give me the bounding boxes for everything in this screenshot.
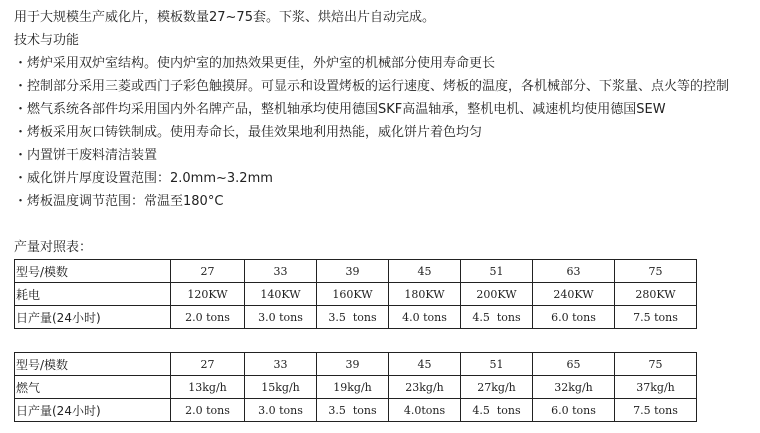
- table-cell: 63: [533, 260, 615, 283]
- table-row: [15, 376, 697, 399]
- feature-item: ・燃气系统各部件均采用国内外名牌产品，整机轴承均使用德国SKF高温轴承，整机电机、减速机均使用德国SEW: [14, 102, 666, 117]
- table-cell: 39: [317, 260, 389, 283]
- table-cell: 3.5 tons: [317, 399, 389, 422]
- table-cell: 45: [389, 260, 461, 283]
- table-cell: 45: [389, 353, 461, 376]
- row-label-cell: 耗电: [15, 283, 171, 306]
- table-cell: 65: [533, 353, 615, 376]
- table-cell: 4.5 tons: [461, 399, 533, 422]
- feature-item: ・烤板采用灰口铸铁制成。使用寿命长，最佳效果地利用热能，威化饼片着色均匀: [14, 125, 483, 140]
- table-cell: 7.5 tons: [615, 306, 697, 329]
- table-cell: 39: [317, 353, 389, 376]
- document-body: [14, 6, 754, 213]
- feature-item: ・威化饼片厚度设置范围：2.0mm~3.2mm: [14, 171, 273, 186]
- table-cell: 180KW: [389, 283, 461, 306]
- electric-output-table: [14, 259, 697, 329]
- table-cell: 120KW: [171, 283, 245, 306]
- table-cell: 7.5 tons: [615, 399, 697, 422]
- intro-text: 用于大规模生产威化片，模板数量27~75套。下浆、烘焙出片自动完成。: [14, 10, 435, 25]
- table-cell: 15kg/h: [245, 376, 317, 399]
- table-cell: 280KW: [615, 283, 697, 306]
- features-title: 技术与功能: [14, 33, 80, 48]
- table-cell: 51: [461, 260, 533, 283]
- table-cell: 200KW: [461, 283, 533, 306]
- feature-item: ・烤板温度调节范围：常温至180°C: [14, 194, 224, 209]
- row-label-cell: 日产量(24小时): [15, 399, 171, 422]
- table-row: [15, 353, 697, 376]
- table-cell: 6.0 tons: [533, 399, 615, 422]
- table-cell: 4.5 tons: [461, 306, 533, 329]
- table-cell: 2.0 tons: [171, 399, 245, 422]
- table-row: [15, 260, 697, 283]
- table-row: [15, 306, 697, 329]
- table-cell: 75: [615, 260, 697, 283]
- table-cell: 51: [461, 353, 533, 376]
- table-cell: 160KW: [317, 283, 389, 306]
- table-cell: 4.0 tons: [389, 306, 461, 329]
- table-cell: 19kg/h: [317, 376, 389, 399]
- table-cell: 6.0 tons: [533, 306, 615, 329]
- row-label-cell: 型号/模数: [15, 260, 171, 283]
- table-cell: 32kg/h: [533, 376, 615, 399]
- feature-item: ・内置饼干废料清洁装置: [14, 148, 158, 163]
- row-label-cell: 型号/模数: [15, 353, 171, 376]
- table-title: 产量对照表：: [14, 240, 93, 255]
- table-cell: 13kg/h: [171, 376, 245, 399]
- table-cell: 3.0 tons: [245, 306, 317, 329]
- table-row: [15, 283, 697, 306]
- table-cell: 33: [245, 260, 317, 283]
- table-cell: 3.0 tons: [245, 399, 317, 422]
- table-row: [15, 399, 697, 422]
- table-cell: 33: [245, 353, 317, 376]
- table-cell: 4.0tons: [389, 399, 461, 422]
- feature-item: ・烤炉采用双炉室结构。使内炉室的加热效果更佳，外炉室的机械部分使用寿命更长: [14, 56, 496, 71]
- row-label-cell: 日产量(24小时): [15, 306, 171, 329]
- table-cell: 37kg/h: [615, 376, 697, 399]
- table-cell: 27: [171, 353, 245, 376]
- gas-output-table: [14, 352, 697, 422]
- table-cell: 23kg/h: [389, 376, 461, 399]
- table-cell: 3.5 tons: [317, 306, 389, 329]
- feature-item: ・控制部分采用三菱或西门子彩色触摸屏。可显示和设置烤板的运行速度、烤板的温度，各机械部分、下浆量、点火等的控制: [14, 79, 730, 94]
- table-cell: 27kg/h: [461, 376, 533, 399]
- table-cell: 240KW: [533, 283, 615, 306]
- table-cell: 75: [615, 353, 697, 376]
- table-cell: 140KW: [245, 283, 317, 306]
- table-cell: 2.0 tons: [171, 306, 245, 329]
- table-cell: 27: [171, 260, 245, 283]
- row-label-cell: 燃气: [15, 376, 171, 399]
